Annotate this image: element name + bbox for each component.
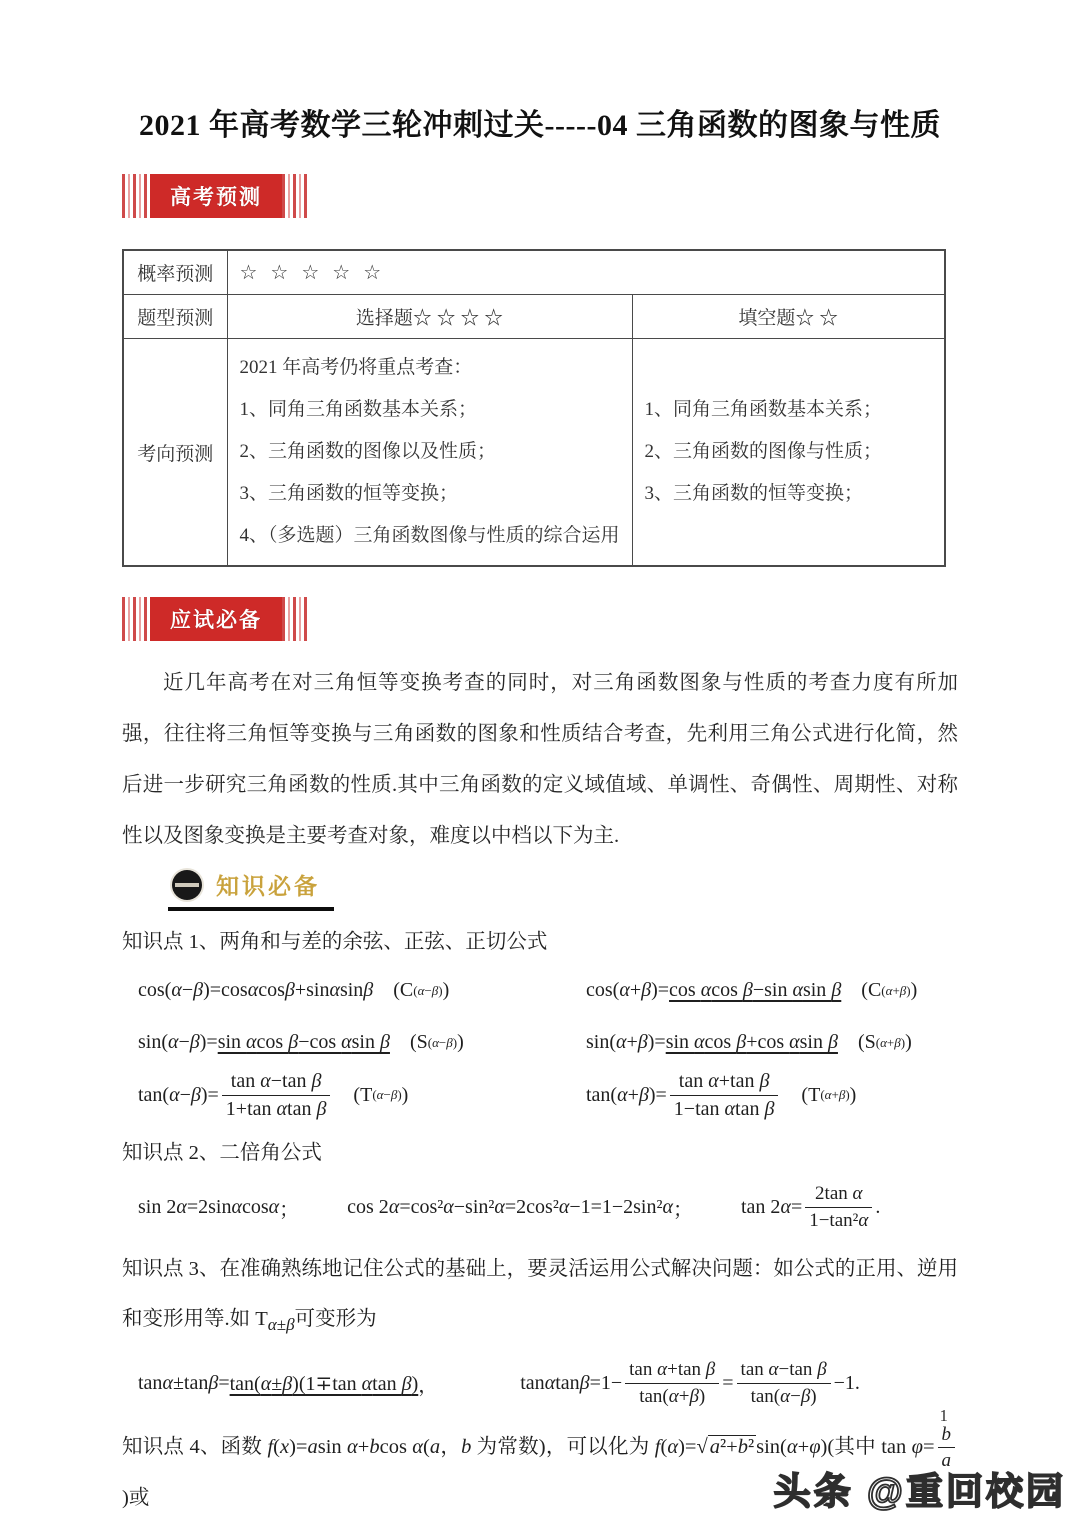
knowledge-point-3-formulas <box>122 1352 958 1416</box>
badge-exam-prediction-label: 高考预测 <box>150 174 282 218</box>
formula-tan2a: tan 2 α = $\frac{\text{2tan α}}{\text{1−tan²α}}$ . <box>741 1183 881 1231</box>
ribbon-stripes-right-icon <box>282 174 310 218</box>
direction-left-cell <box>227 339 632 567</box>
formula-tan-minus: tan( α − β )= $\frac{\text{tan α−tan β}}{\text{1+tan αtan β}}$ (T (α−β) ) <box>138 1069 409 1120</box>
essentials-paragraph: 近几年高考在对三角恒等变换考查的同时，对三角函数图象与性质的考查力度有所加强，往往将三角恒等变换与三角函数的图象和性质结合考查，先利用三角公式进行化简，然后进一步研究三角函数的性质.其中三角函数的定义域值域、单调性、奇偶性、周期性、对称性以及图象变换是主要考查对象，难度以中档以下为主. <box>122 672 958 847</box>
dot-icon <box>172 870 202 900</box>
knowledge-point-1-heading: 知识点 1、两角和与差的余弦、正弦、正切公式 <box>122 930 548 953</box>
question-type-blank: 填空题☆ ☆ <box>632 295 945 339</box>
formula-tan-product: tan α tan β =1− $\frac{\text{tan α+tan β}}{\tan(\alpha+\beta)}$ = $\frac{\text{tan α−tan β}}{\tan(\alpha-\beta)}$ −1. <box>520 1359 860 1408</box>
ribbon-stripes-left-icon <box>122 174 150 218</box>
knowledge-point-1-formulas <box>122 965 958 1122</box>
page-number: 1 <box>939 1406 948 1425</box>
table-row-question-type <box>123 295 945 339</box>
watermark: 头条 @重回校园 <box>773 1471 1066 1512</box>
knowledge-point-2-formulas <box>122 1176 958 1240</box>
formula-cos-plus: cos( α + β )= cos αcos β−sin αsin β (C (α+β) ) <box>586 979 918 1001</box>
table-row-direction <box>123 339 945 567</box>
knowledge-point-2-heading: 知识点 2、二倍角公式 <box>122 1141 322 1164</box>
prediction-table <box>122 249 946 567</box>
table-row-probability <box>123 250 945 295</box>
ribbon-stripes-left-icon <box>122 597 150 641</box>
question-type-label: 题型预测 <box>123 295 227 339</box>
formula-tan-sum-variant: tan α ±tan β = tan(α±β)(1∓tan αtan β) ， <box>138 1372 439 1398</box>
direction-label: 考向预测 <box>123 339 227 567</box>
badge-exam-essentials-label: 应试必备 <box>150 597 282 641</box>
knowledge-point-3-heading: 知识点 3、在准确熟练地记住公式的基础上，要灵活运用公式解决问题：如公式的正用、逆用和变形用等.如 $T_{\alpha\pm\beta}$可变形为 <box>122 1257 958 1334</box>
badge-underline <box>168 907 334 911</box>
question-type-choice: 选择题☆ ☆ ☆ ☆ <box>227 295 632 339</box>
direction-right-item: 2、三角函数的图像与性质； <box>644 441 883 462</box>
formula-sin-minus: sin( α − β )= sin αcos β−cos αsin β (S (α−β) ) <box>138 1031 464 1053</box>
badge-knowledge-essentials <box>168 866 334 911</box>
direction-left-item: 4、（多选题）三角函数图像与性质的综合运用 <box>239 525 620 546</box>
ribbon-stripes-right-icon <box>282 597 310 641</box>
direction-right-item: 1、同角三角函数基本关系； <box>644 399 883 420</box>
probability-label: 概率预测 <box>123 250 227 295</box>
formula-sin2a: sin 2 α =2sin α cos α ； <box>138 1196 300 1221</box>
badge-exam-essentials <box>122 597 310 641</box>
knowledge-point-4-heading: 知识点 4、函数 f(x)=asin α+bcos α(a，b 为常数)，可以化为 f(α)=√a²+b²sin(α+φ)(其中 tan φ= $\frac{b}{a}$ )或 <box>122 1422 958 1524</box>
badge-exam-prediction <box>122 174 310 218</box>
formula-cos-minus: cos( α − β )=cos α cos β +sin α sin β (C (α−β) ) <box>138 979 450 1001</box>
direction-right-cell <box>632 339 945 567</box>
direction-left-item: 3、三角函数的恒等变换； <box>239 483 459 504</box>
probability-stars: ☆ ☆ ☆ ☆ ☆ <box>227 250 945 295</box>
formula-sin-plus: sin( α + β )= sin αcos β+cos αsin β (S (α+β) ) <box>586 1031 912 1053</box>
direction-left-item: 2、三角函数的图像以及性质； <box>239 441 497 462</box>
formula-cos2a: cos 2 α =cos² α −sin² α =2cos² α −1=1−2sin² α ； <box>347 1196 693 1221</box>
direction-left-item: 1、同角三角函数基本关系； <box>239 399 478 420</box>
direction-left-item: 2021 年高考仍将重点考查： <box>239 357 473 378</box>
page-title: 2021 年高考数学三轮冲刺过关-----04 三角函数的图象与性质 <box>139 109 941 142</box>
formula-tan-plus: tan( α + β )= $\frac{\text{tan α+tan β}}{\text{1−tan αtan β}}$ (T (α+β) ) <box>586 1069 857 1120</box>
direction-right-item: 3、三角函数的恒等变换； <box>644 483 864 504</box>
badge-knowledge-essentials-label: 知识必备 <box>216 874 320 899</box>
